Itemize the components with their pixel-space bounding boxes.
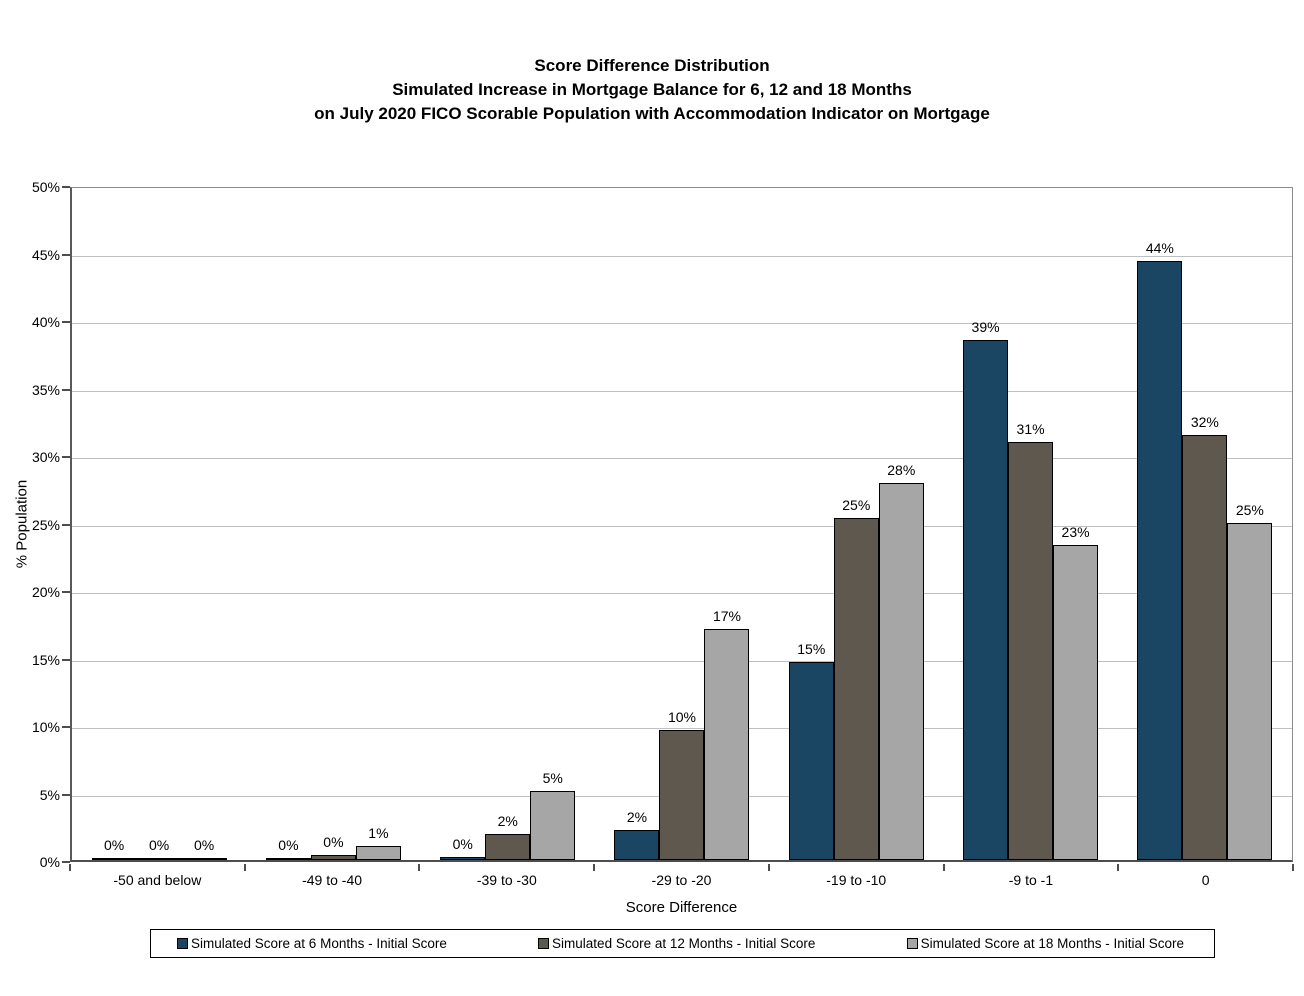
bar-group-6 [943,188,1117,860]
y-tick-label: 35% [31,381,60,398]
bar-series-1-cat-5 [789,662,834,860]
chart-title-line-2: Simulated Increase in Mortgage Balance for 6, 12 and 18 Months [392,80,912,99]
bar-value-label: 5% [542,770,563,787]
bar-slot [834,188,879,860]
bar-value-label: 2% [497,813,518,830]
bar-series-3-cat-7 [1227,523,1272,861]
legend-marker-icon [538,938,549,949]
bar-slot [659,188,704,860]
bar-series-1-cat-2 [266,858,311,860]
bar-value-label: 39% [971,319,1000,336]
bar-slot [879,188,924,860]
x-tick-mark [244,864,246,871]
bar-series-1-cat-3 [440,857,485,860]
y-tick-label: 20% [31,584,60,600]
bar-series-2-cat-1 [137,858,182,860]
bar-group-1 [72,188,246,860]
bar-value-label: 28% [887,462,916,479]
bar-series-2-cat-7 [1182,435,1227,860]
bar-slot [182,188,227,860]
bar-value-label: 1% [368,824,389,841]
y-tick-mark [62,861,70,863]
bar-slot [1182,188,1227,860]
bar-value-label: 0% [278,837,299,853]
bar-slot [789,188,834,860]
bar-slot [311,188,356,860]
y-tick-label: 10% [31,719,60,735]
bar-slot [1137,188,1182,860]
x-tick-mark [943,864,945,871]
bar-series-3-cat-1 [182,858,227,860]
x-category-label-5: -19 to -10 [826,872,887,888]
x-tick-mark [69,864,71,871]
bar-slot [1008,188,1053,860]
bar-slot [137,188,182,860]
bar-value-label: 44% [1145,239,1174,256]
bar-series-3-cat-6 [1053,545,1098,860]
x-category-label-4: -29 to -20 [651,872,712,888]
bar-value-label: 17% [712,608,741,625]
y-tick-label: 45% [31,246,60,263]
bar-group-3 [421,188,595,860]
bar-slot [266,188,311,860]
bar-value-label: 31% [1016,420,1045,437]
bar-value-label: 10% [667,709,696,726]
x-category-label-7: 0 [1201,872,1210,888]
bar-slot [530,188,575,860]
y-tick-label: 25% [31,516,60,533]
legend-entry-2 [538,936,815,951]
bar-slot [614,188,659,860]
bar-series-2-cat-5 [834,518,879,860]
x-axis-title: Score Difference [625,899,738,916]
legend-marker-icon [907,938,918,949]
y-tick-mark [62,456,70,458]
bar-series-1-cat-1 [92,858,137,860]
bar-group-4 [595,188,769,860]
x-category-label-6: -9 to -1 [1008,872,1054,888]
bar-slot [1227,188,1272,860]
y-axis-title: % Population [13,479,31,569]
bar-series-2-cat-2 [311,855,356,860]
bar-slot [485,188,530,860]
x-tick-mark [1117,864,1119,871]
bar-value-label: 15% [797,640,826,657]
x-tick-mark [1292,864,1294,871]
x-tick-mark [418,864,420,871]
legend-label: Simulated Score at 18 Months - Initial Score [920,936,1184,951]
x-category-label-3: -39 to -30 [476,872,537,888]
bar-value-label: 23% [1061,524,1090,541]
legend [150,929,1215,958]
bar-slot [1053,188,1098,860]
chart-title [0,54,1304,126]
y-tick-mark [62,524,70,526]
bar-value-label: 32% [1190,413,1219,430]
chart-title-line-3: on July 2020 FICO Scorable Population with Accommodation Indicator on Mortgage [314,104,990,123]
bar-series-2-cat-6 [1008,442,1053,861]
bar-value-label: 0% [149,837,170,853]
bar-series-3-cat-4 [704,629,749,860]
bar-groups [72,188,1292,860]
y-tick-mark [62,186,70,188]
bar-slot [440,188,485,860]
x-tick-mark [768,864,770,871]
y-tick-label: 5% [39,786,60,803]
legend-marker-icon [177,938,188,949]
y-tick-mark [62,726,70,728]
bar-value-label: 0% [104,837,125,853]
bar-group-2 [246,188,420,860]
bar-value-label: 25% [1235,501,1264,518]
legend-label: Simulated Score at 12 Months - Initial Score [552,936,816,951]
x-category-labels [70,872,1293,888]
bar-group-7 [1118,188,1292,860]
bar-value-label: 25% [842,497,871,514]
y-tick-label: 30% [31,449,60,465]
y-tick-mark [62,254,70,256]
y-tick-mark [62,794,70,796]
y-tick-label: 15% [31,651,60,668]
bar-series-3-cat-2 [356,846,401,860]
bar-series-3-cat-5 [879,483,924,860]
bar-value-label: 0% [194,837,215,853]
legend-entry-3 [907,936,1184,951]
bar-slot [92,188,137,860]
y-tick-label: 50% [31,179,60,195]
y-tick-label: 0% [39,854,60,870]
bar-slot [704,188,749,860]
y-tick-mark [62,321,70,323]
bar-series-2-cat-4 [659,730,704,860]
y-tick-label: 40% [31,314,60,330]
bar-slot [963,188,1008,860]
chart-title-line-1: Score Difference Distribution [534,56,770,75]
bar-value-label: 0% [452,836,473,853]
plot-area [70,187,1293,862]
x-category-label-1: -50 and below [113,872,202,888]
y-tick-mark [62,659,70,661]
legend-entry-1 [177,936,447,951]
bar-group-5 [769,188,943,860]
bar-value-label: 0% [323,833,344,850]
legend-label: Simulated Score at 6 Months - Initial Score [191,936,447,951]
x-tick-mark [593,864,595,871]
bar-series-1-cat-6 [963,340,1008,860]
bar-slot [356,188,401,860]
y-tick-mark [62,389,70,391]
bar-value-label: 2% [626,809,648,826]
bar-series-1-cat-4 [614,830,659,860]
bar-series-3-cat-3 [530,791,575,860]
x-category-label-2: -49 to -40 [302,872,363,888]
bar-series-1-cat-7 [1137,261,1182,860]
y-tick-mark [62,591,70,593]
bar-series-2-cat-3 [485,834,530,860]
